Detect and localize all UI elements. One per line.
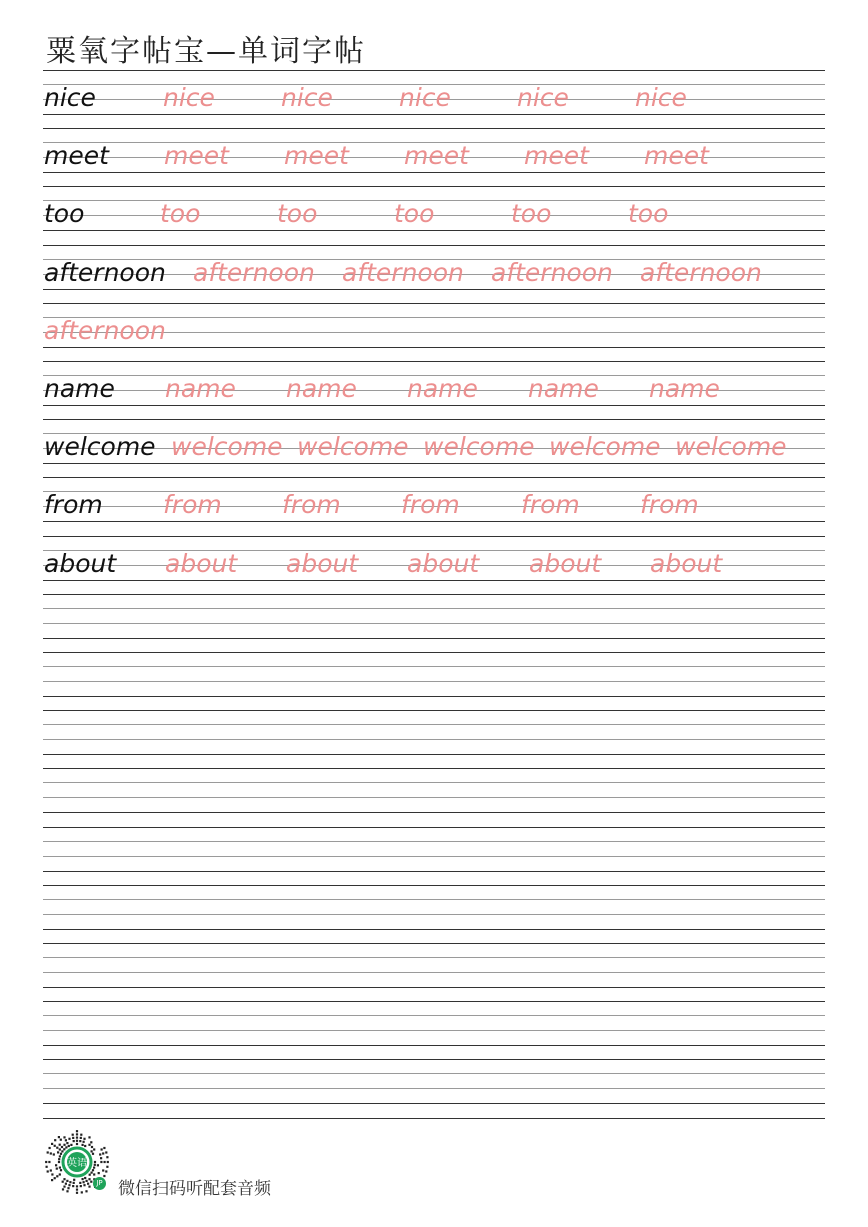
trace-word: afternoon: [640, 258, 762, 287]
ruled-line: [43, 186, 825, 187]
trace-word: welcome: [549, 432, 661, 461]
qr-center-label: 英语: [67, 1158, 87, 1169]
ruled-line: [43, 463, 825, 464]
trace-word: name: [649, 374, 720, 403]
trace-word: about: [165, 549, 238, 578]
trace-word: about: [650, 549, 723, 578]
ruled-line: [43, 477, 825, 478]
trace-word: too: [160, 199, 201, 228]
ruled-line: [43, 827, 825, 828]
trace-word: welcome: [171, 432, 283, 461]
guide-line: [43, 724, 825, 725]
trace-word: too: [394, 199, 435, 228]
trace-word: welcome: [423, 432, 535, 461]
trace-word: from: [282, 490, 341, 519]
trace-word: name: [286, 374, 357, 403]
trace-word: from: [640, 490, 699, 519]
model-word: too: [44, 199, 85, 228]
guide-line: [43, 681, 825, 682]
handwriting-sheet: [43, 70, 825, 1120]
guide-line: [43, 666, 825, 667]
trace-word: too: [277, 199, 318, 228]
guide-line: [43, 782, 825, 783]
trace-word: meet: [164, 141, 229, 170]
ruled-line: [43, 580, 825, 581]
trace-word: meet: [284, 141, 349, 170]
ruled-line: [43, 230, 825, 231]
model-word: from: [44, 490, 103, 519]
model-word: afternoon: [44, 258, 166, 287]
guide-line: [43, 797, 825, 798]
trace-word: meet: [524, 141, 589, 170]
ruled-line: [43, 361, 825, 362]
guide-line: [43, 1030, 825, 1031]
trace-word: nice: [281, 83, 333, 112]
guide-line: [43, 1015, 825, 1016]
model-word: about: [44, 549, 117, 578]
ruled-line: [43, 638, 825, 639]
model-word: nice: [44, 83, 96, 112]
ruled-line: [43, 521, 825, 522]
trace-word: about: [529, 549, 602, 578]
guide-line: [43, 914, 825, 915]
ruled-line: [43, 768, 825, 769]
ruled-line: [43, 812, 825, 813]
ruled-line: [43, 172, 825, 173]
trace-word: welcome: [675, 432, 787, 461]
model-word: name: [44, 374, 115, 403]
ruled-line: [43, 754, 825, 755]
trace-word: about: [286, 549, 359, 578]
footer-text: 微信扫码听配套音频: [118, 1179, 271, 1199]
guide-line: [43, 856, 825, 857]
ruled-line: [43, 245, 825, 246]
trace-word: nice: [399, 83, 451, 112]
trace-word: afternoon: [491, 258, 613, 287]
model-word: meet: [44, 141, 109, 170]
trace-word: nice: [163, 83, 215, 112]
ruled-line: [43, 929, 825, 930]
ruled-line: [43, 1001, 825, 1002]
guide-line: [43, 1073, 825, 1074]
trace-word: from: [401, 490, 460, 519]
trace-word: from: [163, 490, 222, 519]
trace-word: from: [521, 490, 580, 519]
trace-word: about: [407, 549, 480, 578]
model-word: welcome: [44, 432, 156, 461]
ruled-line: [43, 710, 825, 711]
ruled-line: [43, 1045, 825, 1046]
ruled-line: [43, 289, 825, 290]
ruled-line: [43, 594, 825, 595]
guide-line: [43, 1088, 825, 1089]
page-title: 粟氧字帖宝—单词字帖: [46, 34, 366, 69]
trace-word: afternoon: [44, 316, 166, 345]
trace-word: meet: [644, 141, 709, 170]
trace-word: name: [407, 374, 478, 403]
trace-word: meet: [404, 141, 469, 170]
guide-line: [43, 957, 825, 958]
guide-line: [43, 623, 825, 624]
guide-line: [43, 899, 825, 900]
trace-word: name: [528, 374, 599, 403]
ruled-line: [43, 70, 825, 71]
guide-line: [43, 972, 825, 973]
trace-word: afternoon: [193, 258, 315, 287]
ruled-line: [43, 405, 825, 406]
ruled-line: [43, 1103, 825, 1104]
ruled-line: [43, 871, 825, 872]
trace-word: nice: [635, 83, 687, 112]
trace-word: nice: [517, 83, 569, 112]
trace-word: too: [511, 199, 552, 228]
ruled-line: [43, 536, 825, 537]
ruled-line: [43, 885, 825, 886]
ruled-line: [43, 1059, 825, 1060]
ruled-line: [43, 419, 825, 420]
ruled-line: [43, 1118, 825, 1119]
trace-word: name: [165, 374, 236, 403]
ruled-line: [43, 696, 825, 697]
qr-badge: JP: [93, 1177, 106, 1190]
guide-line: [43, 608, 825, 609]
ruled-line: [43, 987, 825, 988]
trace-word: welcome: [297, 432, 409, 461]
ruled-line: [43, 347, 825, 348]
trace-word: afternoon: [342, 258, 464, 287]
ruled-line: [43, 114, 825, 115]
footer: [42, 1127, 442, 1199]
ruled-line: [43, 303, 825, 304]
ruled-line: [43, 128, 825, 129]
guide-line: [43, 739, 825, 740]
guide-line: [43, 841, 825, 842]
ruled-line: [43, 652, 825, 653]
ruled-line: [43, 943, 825, 944]
trace-word: too: [628, 199, 669, 228]
